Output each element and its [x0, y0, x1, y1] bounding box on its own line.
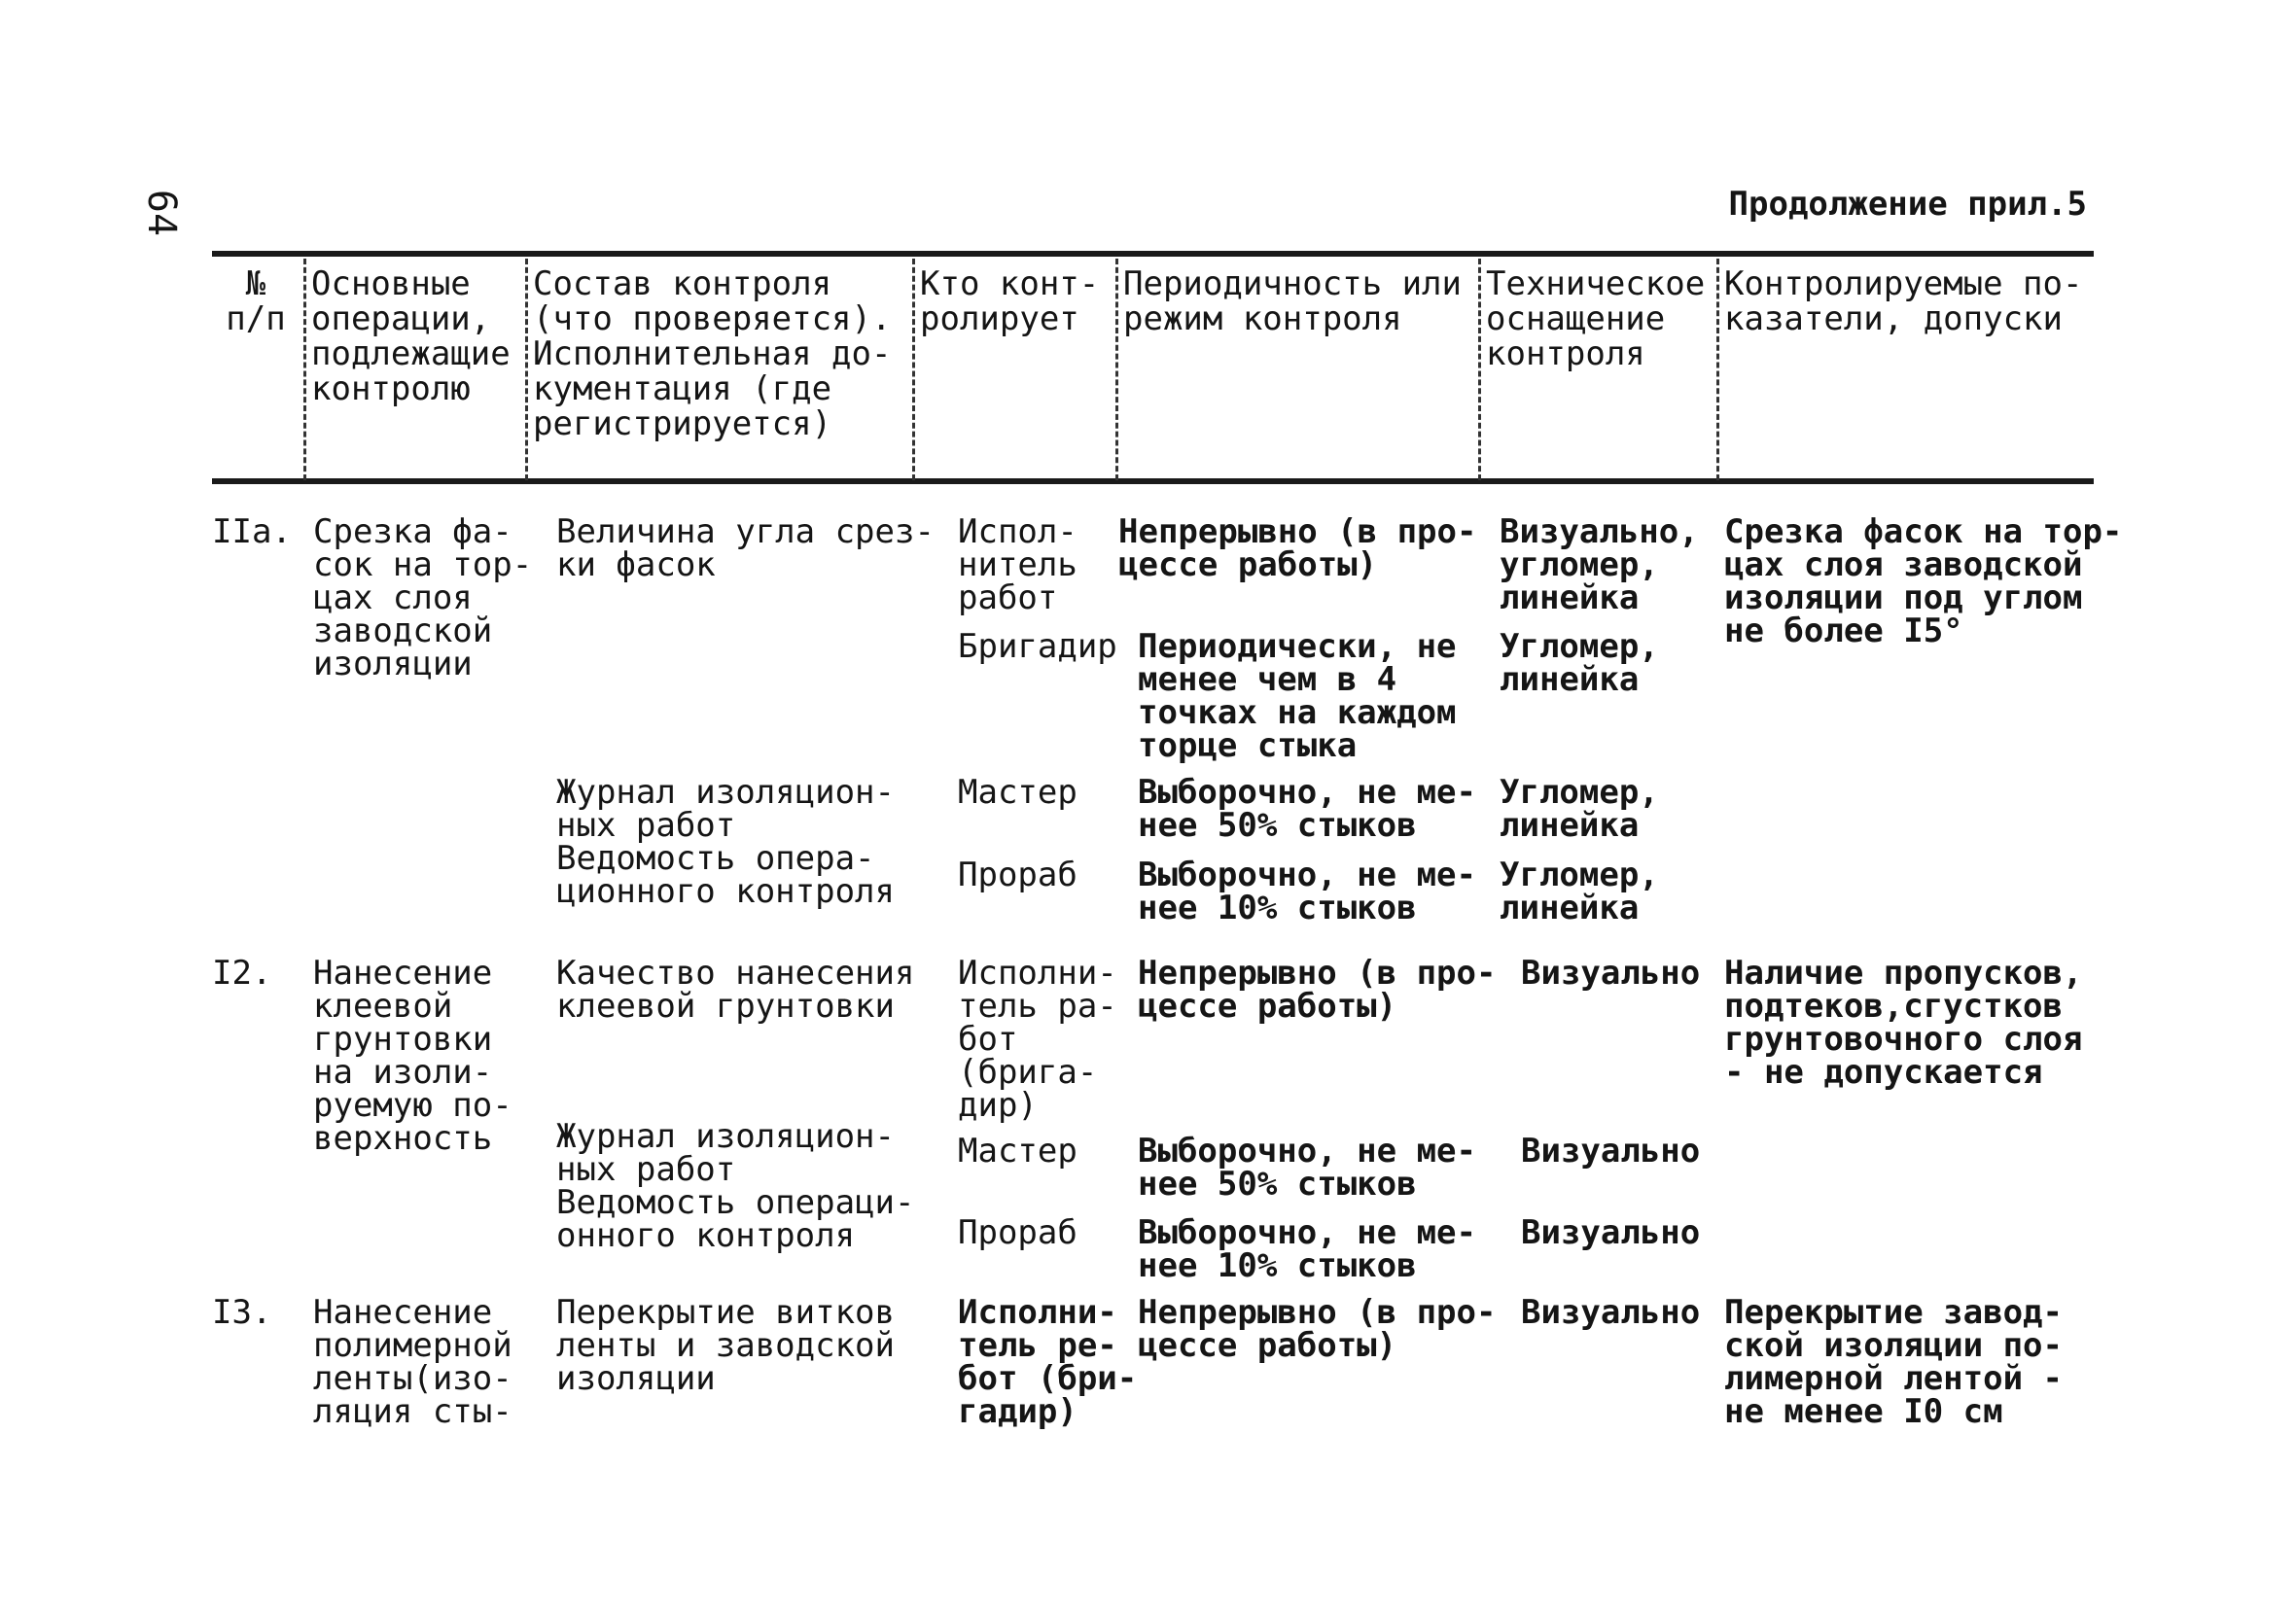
indicators-cell: Перекрытие завод- ской изоляции по- лимерной лентой - не менее I0 см — [1724, 1293, 2063, 1431]
who-cell: Исполни- тель ра- бот (брига- дир) — [958, 954, 1117, 1125]
row-number: I2. — [212, 954, 272, 993]
equipment-cell: Визуально, угломер, линейка — [1500, 512, 1699, 617]
composition-cell: Качество нанесения клеевой грунтовки — [556, 954, 915, 1026]
header-number: № п/п — [226, 264, 286, 338]
who-cell: Исполни- тель ре- бот (бри- гадир) — [958, 1293, 1138, 1431]
continuation-title: Продолжение прил.5 — [1728, 185, 2087, 224]
column-separator — [912, 259, 915, 480]
equipment-cell: Угломер, линейка — [1500, 627, 1659, 699]
column-separator — [1478, 259, 1481, 480]
indicators-cell: Наличие пропусков, подтеков,сгустков грунтовочного слоя - не допускается — [1724, 954, 2083, 1092]
period-cell: Непрерывно (в про- цессе работы) — [1138, 954, 1497, 1026]
period-cell: Непрерывно (в про- цессе работы) — [1138, 1293, 1497, 1365]
header-who-controls: Кто конт- ролирует — [920, 264, 1100, 338]
equipment-cell: Визуально — [1521, 1213, 1701, 1252]
equipment-cell: Визуально — [1521, 1132, 1701, 1171]
who-cell: Мастер — [958, 773, 1077, 812]
period-cell: Периодически, не менее чем в 4 точках на каждом торце стыка — [1138, 627, 1457, 765]
indicators-cell: Срезка фасок на тор- цах слоя заводской изоляции под углом не более I5° — [1724, 512, 2123, 650]
who-cell: Прораб — [958, 1213, 1077, 1252]
who-cell: Бригадир — [958, 627, 1117, 666]
column-separator — [525, 259, 528, 480]
composition-cell: Журнал изоляцион- ных работ Ведомость опера- ционного контроля — [556, 773, 895, 911]
row-number: IIa. — [212, 512, 292, 551]
page-number: 64 — [139, 189, 185, 237]
table-top-rule — [212, 251, 2094, 257]
header-periodicity: Периодичность или режим контроля — [1123, 264, 1462, 338]
who-cell: Мастер — [958, 1132, 1077, 1171]
operation-cell: Нанесение клеевой грунтовки на изоли- руемую по- верхность — [313, 954, 512, 1158]
row-number: I3. — [212, 1293, 272, 1332]
equipment-cell: Визуально — [1521, 1293, 1701, 1332]
header-equipment: Техническое оснащение контроля — [1486, 264, 1706, 373]
equipment-cell: Угломер, линейка — [1500, 856, 1659, 927]
operation-cell: Срезка фа- сок на тор- цах слоя заводской изоляции — [313, 512, 533, 683]
period-cell: Выборочно, не ме- нее 50% стыков — [1138, 773, 1476, 845]
column-separator — [303, 259, 306, 480]
header-operations: Основные операции, подлежащие контролю — [311, 264, 511, 408]
header-indicators: Контролируемые по- казатели, допуски — [1724, 264, 2083, 338]
equipment-cell: Угломер, линейка — [1500, 773, 1659, 845]
period-cell: Выборочно, не ме- нее 50% стыков — [1138, 1132, 1476, 1204]
who-cell: Испол- нитель работ — [958, 512, 1077, 617]
operation-cell: Нанесение полимерной ленты(изо- ляция сты- — [313, 1293, 512, 1431]
period-cell: Выборочно, не ме- нее 10% стыков — [1138, 856, 1476, 927]
composition-cell: Перекрытие витков ленты и заводской изоляции — [556, 1293, 895, 1398]
equipment-cell: Визуально — [1521, 954, 1701, 993]
composition-cell: Журнал изоляцион- ных работ Ведомость операци- онного контроля — [556, 1117, 915, 1255]
column-separator — [1716, 259, 1719, 480]
composition-cell: Величина угла срез- ки фасок — [556, 512, 935, 584]
who-cell: Прораб — [958, 856, 1077, 894]
period-cell: Выборочно, не ме- нее 10% стыков — [1138, 1213, 1476, 1285]
header-composition: Состав контроля (что проверяется). Исполнительная до- кументация (где регистрируется) — [533, 264, 892, 443]
period-cell: Непрерывно (в про- цессе работы) — [1118, 512, 1477, 584]
table-header-bottom-rule — [212, 478, 2094, 484]
column-separator — [1115, 259, 1118, 480]
